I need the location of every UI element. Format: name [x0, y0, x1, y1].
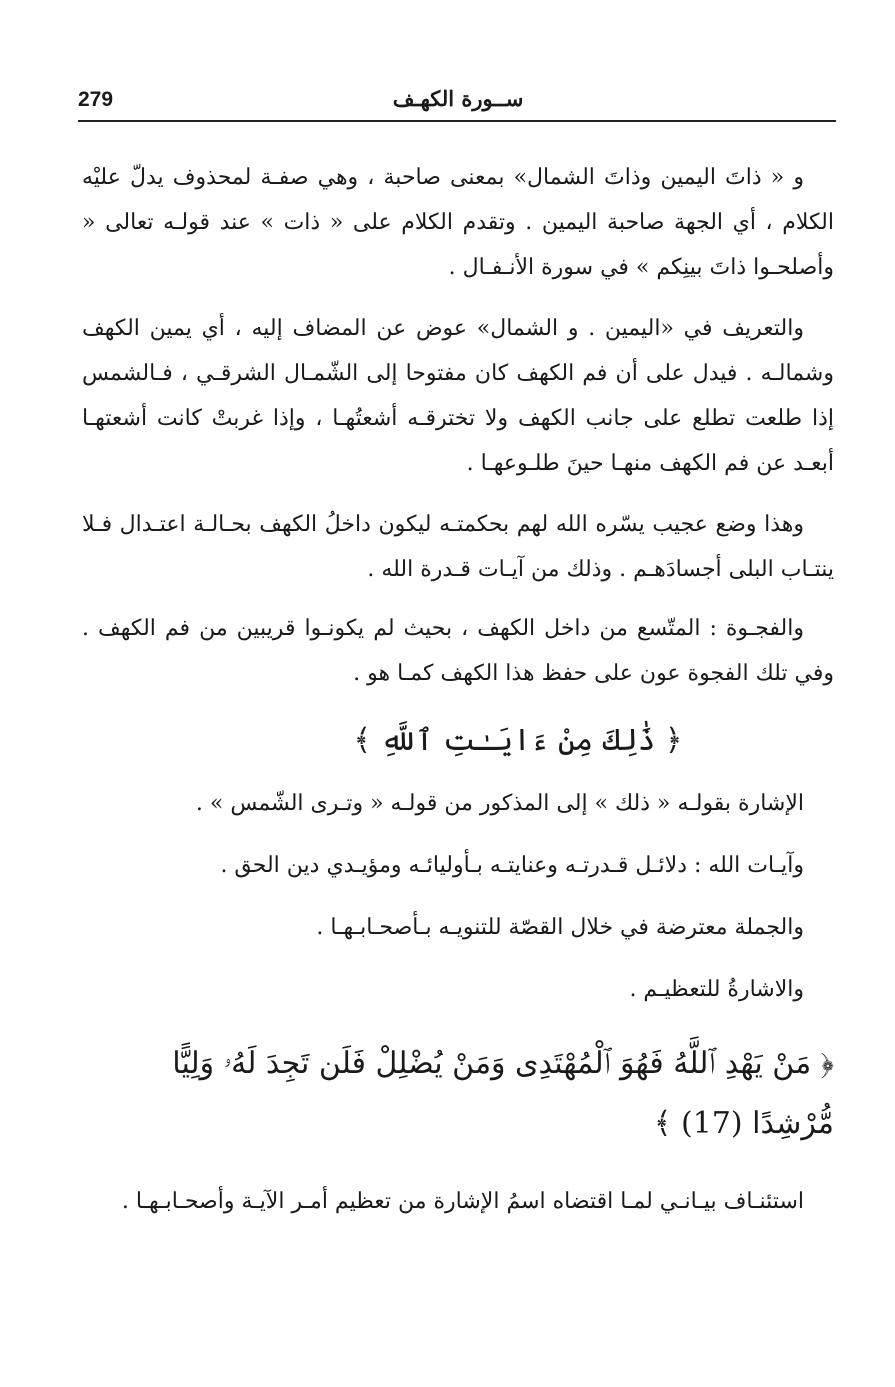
page-body	[82, 155, 834, 1242]
page-number: 279	[78, 88, 114, 111]
closing-paragraph: استئنـاف بيـانـي لمـا اقتضاه اسمُ الإشارة من تعظيم أمـر الآيـة وأصحـابـهـا .	[121, 1189, 804, 1214]
paragraph-al-fajwa: والفجـوة : المتّسع من داخل الكهف ، بحيث لم يكونـوا قريبين من فم الكهف . وفي تلك الفجوة عون على حفظ هذا الكهف كمـا هو .	[82, 616, 834, 686]
note-line: الإشارة بقولـه « ذلك » إلى المذكور من قولـه « وتـرى الشّمس » .	[195, 791, 804, 816]
note-line: وآيـات الله : دلائـل قـدرتـه وعنايتـه بـأوليائـه ومؤيـدي دين الحق .	[220, 853, 804, 878]
quran-verse-signs: ﴿ ذَٰلِكَ مِنْ ءَايَـٰتِ ٱللَّهِ ﴾	[353, 723, 683, 758]
quran-verse-guidance: ﴿ مَنْ يَهْدِ ٱللَّهُ فَهُوَ ٱلْمُهْتَدِى وَمَنْ يُضْلِلْ فَلَن تَجِدَ لَهُۥ وَلِيًّا مُّرْشِدًا (17) ﴾	[172, 1046, 834, 1141]
paragraph-dhat-al-yamin: و « ذاتَ اليمين وذاتَ الشمال» بمعنى صاحبة ، وهي صفـة لمحذوف يدلّ عليْه الكلام ، أي الجهة صاحبة اليمين . وتقدم الكلام على « ذات » عند قولـه تعالى « وأصلحـوا ذاتَ بينِكم » في سورة الأنـفـال .	[82, 165, 834, 280]
header-rule	[78, 120, 836, 122]
paragraph-wonderful-position: وهذا وضع عجيب يسّره الله لهم بحكمتـه ليكون داخلُ الكهف بحـالـة اعتـدال فـلا ينتـاب البلى أجسادَهـم . وذلك من آيـات قـدرة الله .	[82, 512, 834, 582]
note-line: والجملة معترضة في خلال القصّة للتنويـه بـأصحـابـهـا .	[316, 915, 804, 940]
note-line: والاشارةُ للتعظيـم .	[629, 977, 804, 1002]
running-title: ســورة الكهـف	[392, 86, 524, 111]
page-header	[78, 86, 836, 116]
paragraph-definite-article: والتعريف في «اليمين . و الشمال» عوض عن المضاف إليه ، أي يمين الكهف وشمالـه . فيدل على أن فم الكهف كان مفتوحا إلى الشّمـال الشرقـي ، فـالشمس إذا طلعت تطلع على جانب الكهف ولا تخترقـه أشعتُهـا ، وإذا غربتْ كانت أشعتهـا أبعـد عن فم الكهف منهـا حينَ طلـوعهـا .	[82, 316, 834, 476]
